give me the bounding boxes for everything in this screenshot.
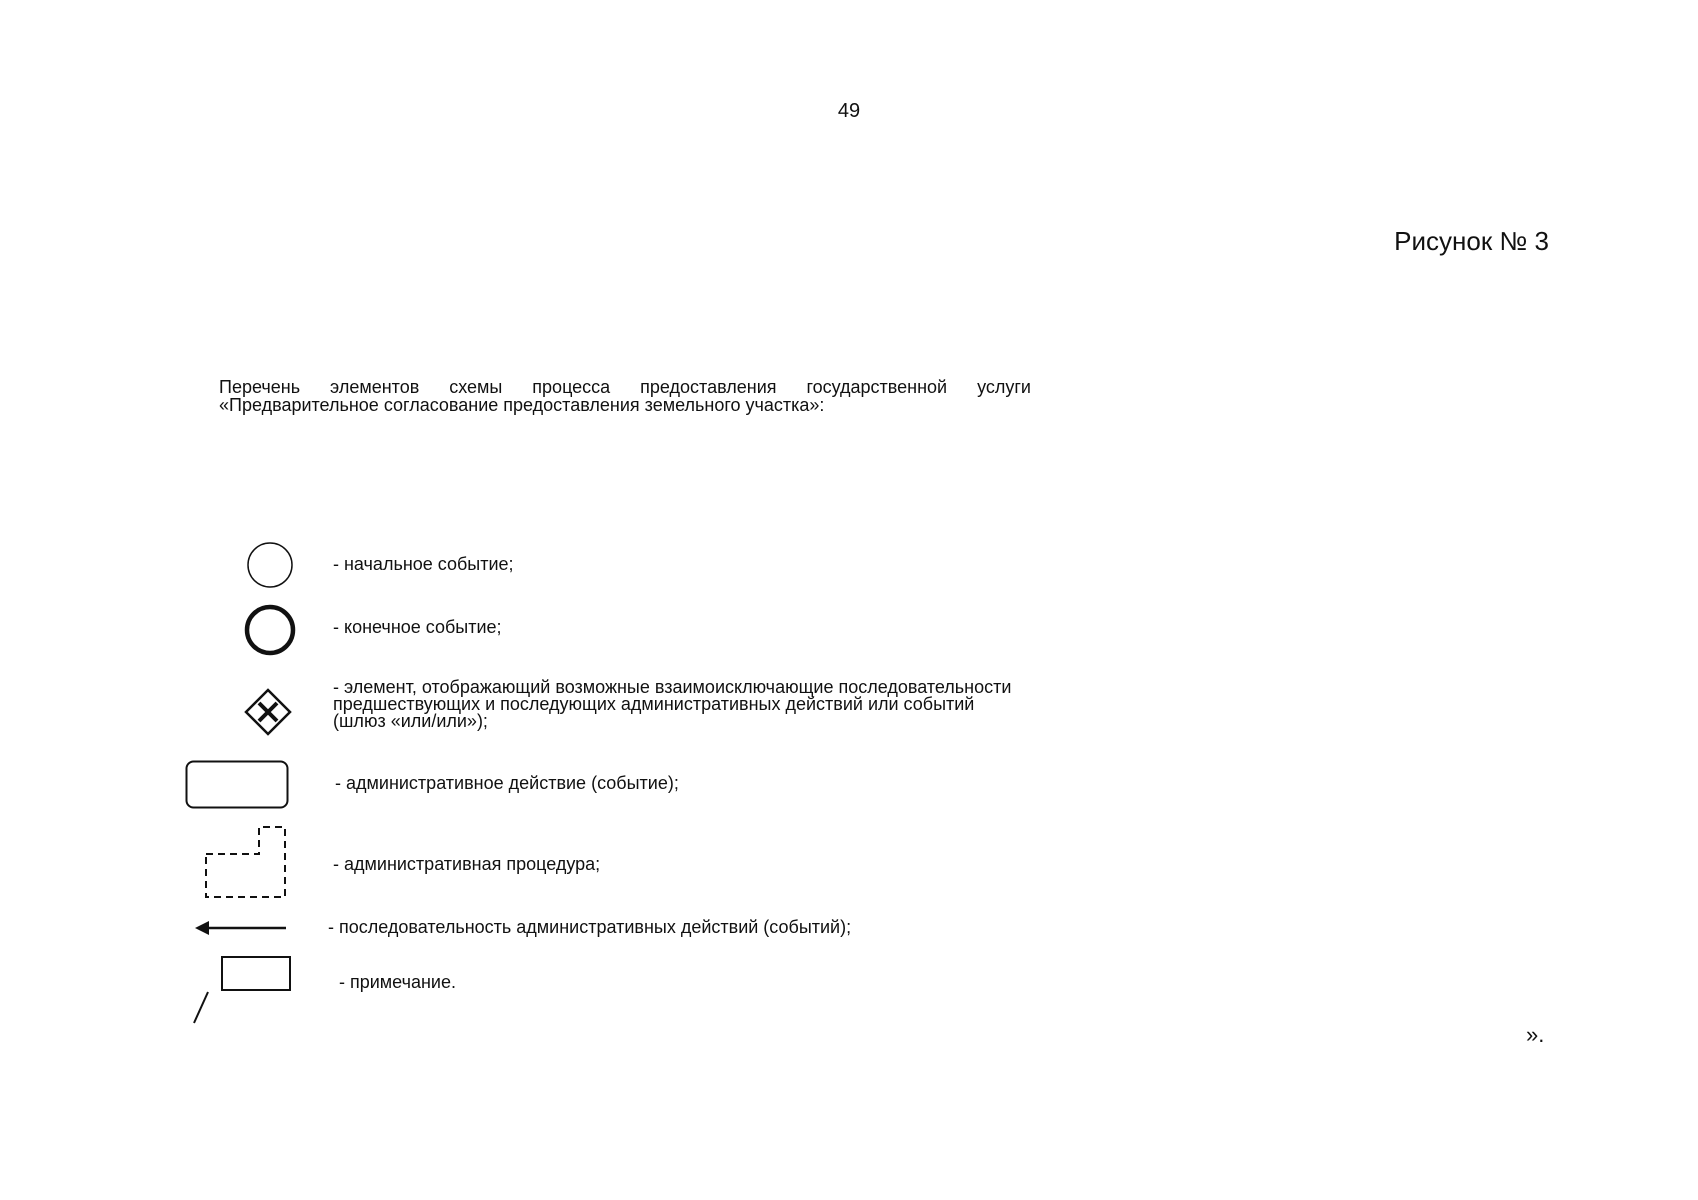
start-event-icon bbox=[245, 540, 295, 590]
end-event-icon bbox=[243, 603, 297, 657]
annotation-icon bbox=[192, 955, 292, 1025]
figure-label: Рисунок № 3 bbox=[1394, 226, 1549, 256]
intro-paragraph bbox=[219, 378, 1031, 414]
legend-note-label: - примечание. bbox=[339, 972, 456, 992]
page-number: 49 bbox=[837, 100, 861, 122]
legend-gateway-label-1: - элемент, отображающий возможные взаимоисключающие последовательности bbox=[333, 677, 1012, 697]
legend-flow-label: - последовательность административных действий (событий); bbox=[328, 917, 852, 937]
legend-gateway-label-2: предшествующих и последующих административных действий или событий bbox=[333, 694, 975, 714]
legend-end-event-label: - конечное событие; bbox=[333, 617, 502, 637]
intro-line-2: «Предварительное согласование предоставления земельного участка»: bbox=[219, 395, 825, 415]
action-icon bbox=[185, 760, 289, 810]
closing-quote-mark: ». bbox=[1526, 1022, 1545, 1047]
arrow-left-icon bbox=[194, 918, 288, 938]
legend-start-event-label: - начальное событие; bbox=[333, 554, 514, 574]
legend-procedure-label: - административная процедура; bbox=[333, 854, 601, 874]
gateway-icon bbox=[244, 688, 292, 736]
procedure-icon bbox=[204, 825, 288, 899]
legend-action-label: - административное действие (событие); bbox=[335, 773, 679, 793]
legend-gateway-label-3: (шлюз «или/или»); bbox=[333, 711, 488, 731]
intro-line-1: Перечень элементов схемы процесса предоставления государственной услуги bbox=[219, 377, 1031, 397]
